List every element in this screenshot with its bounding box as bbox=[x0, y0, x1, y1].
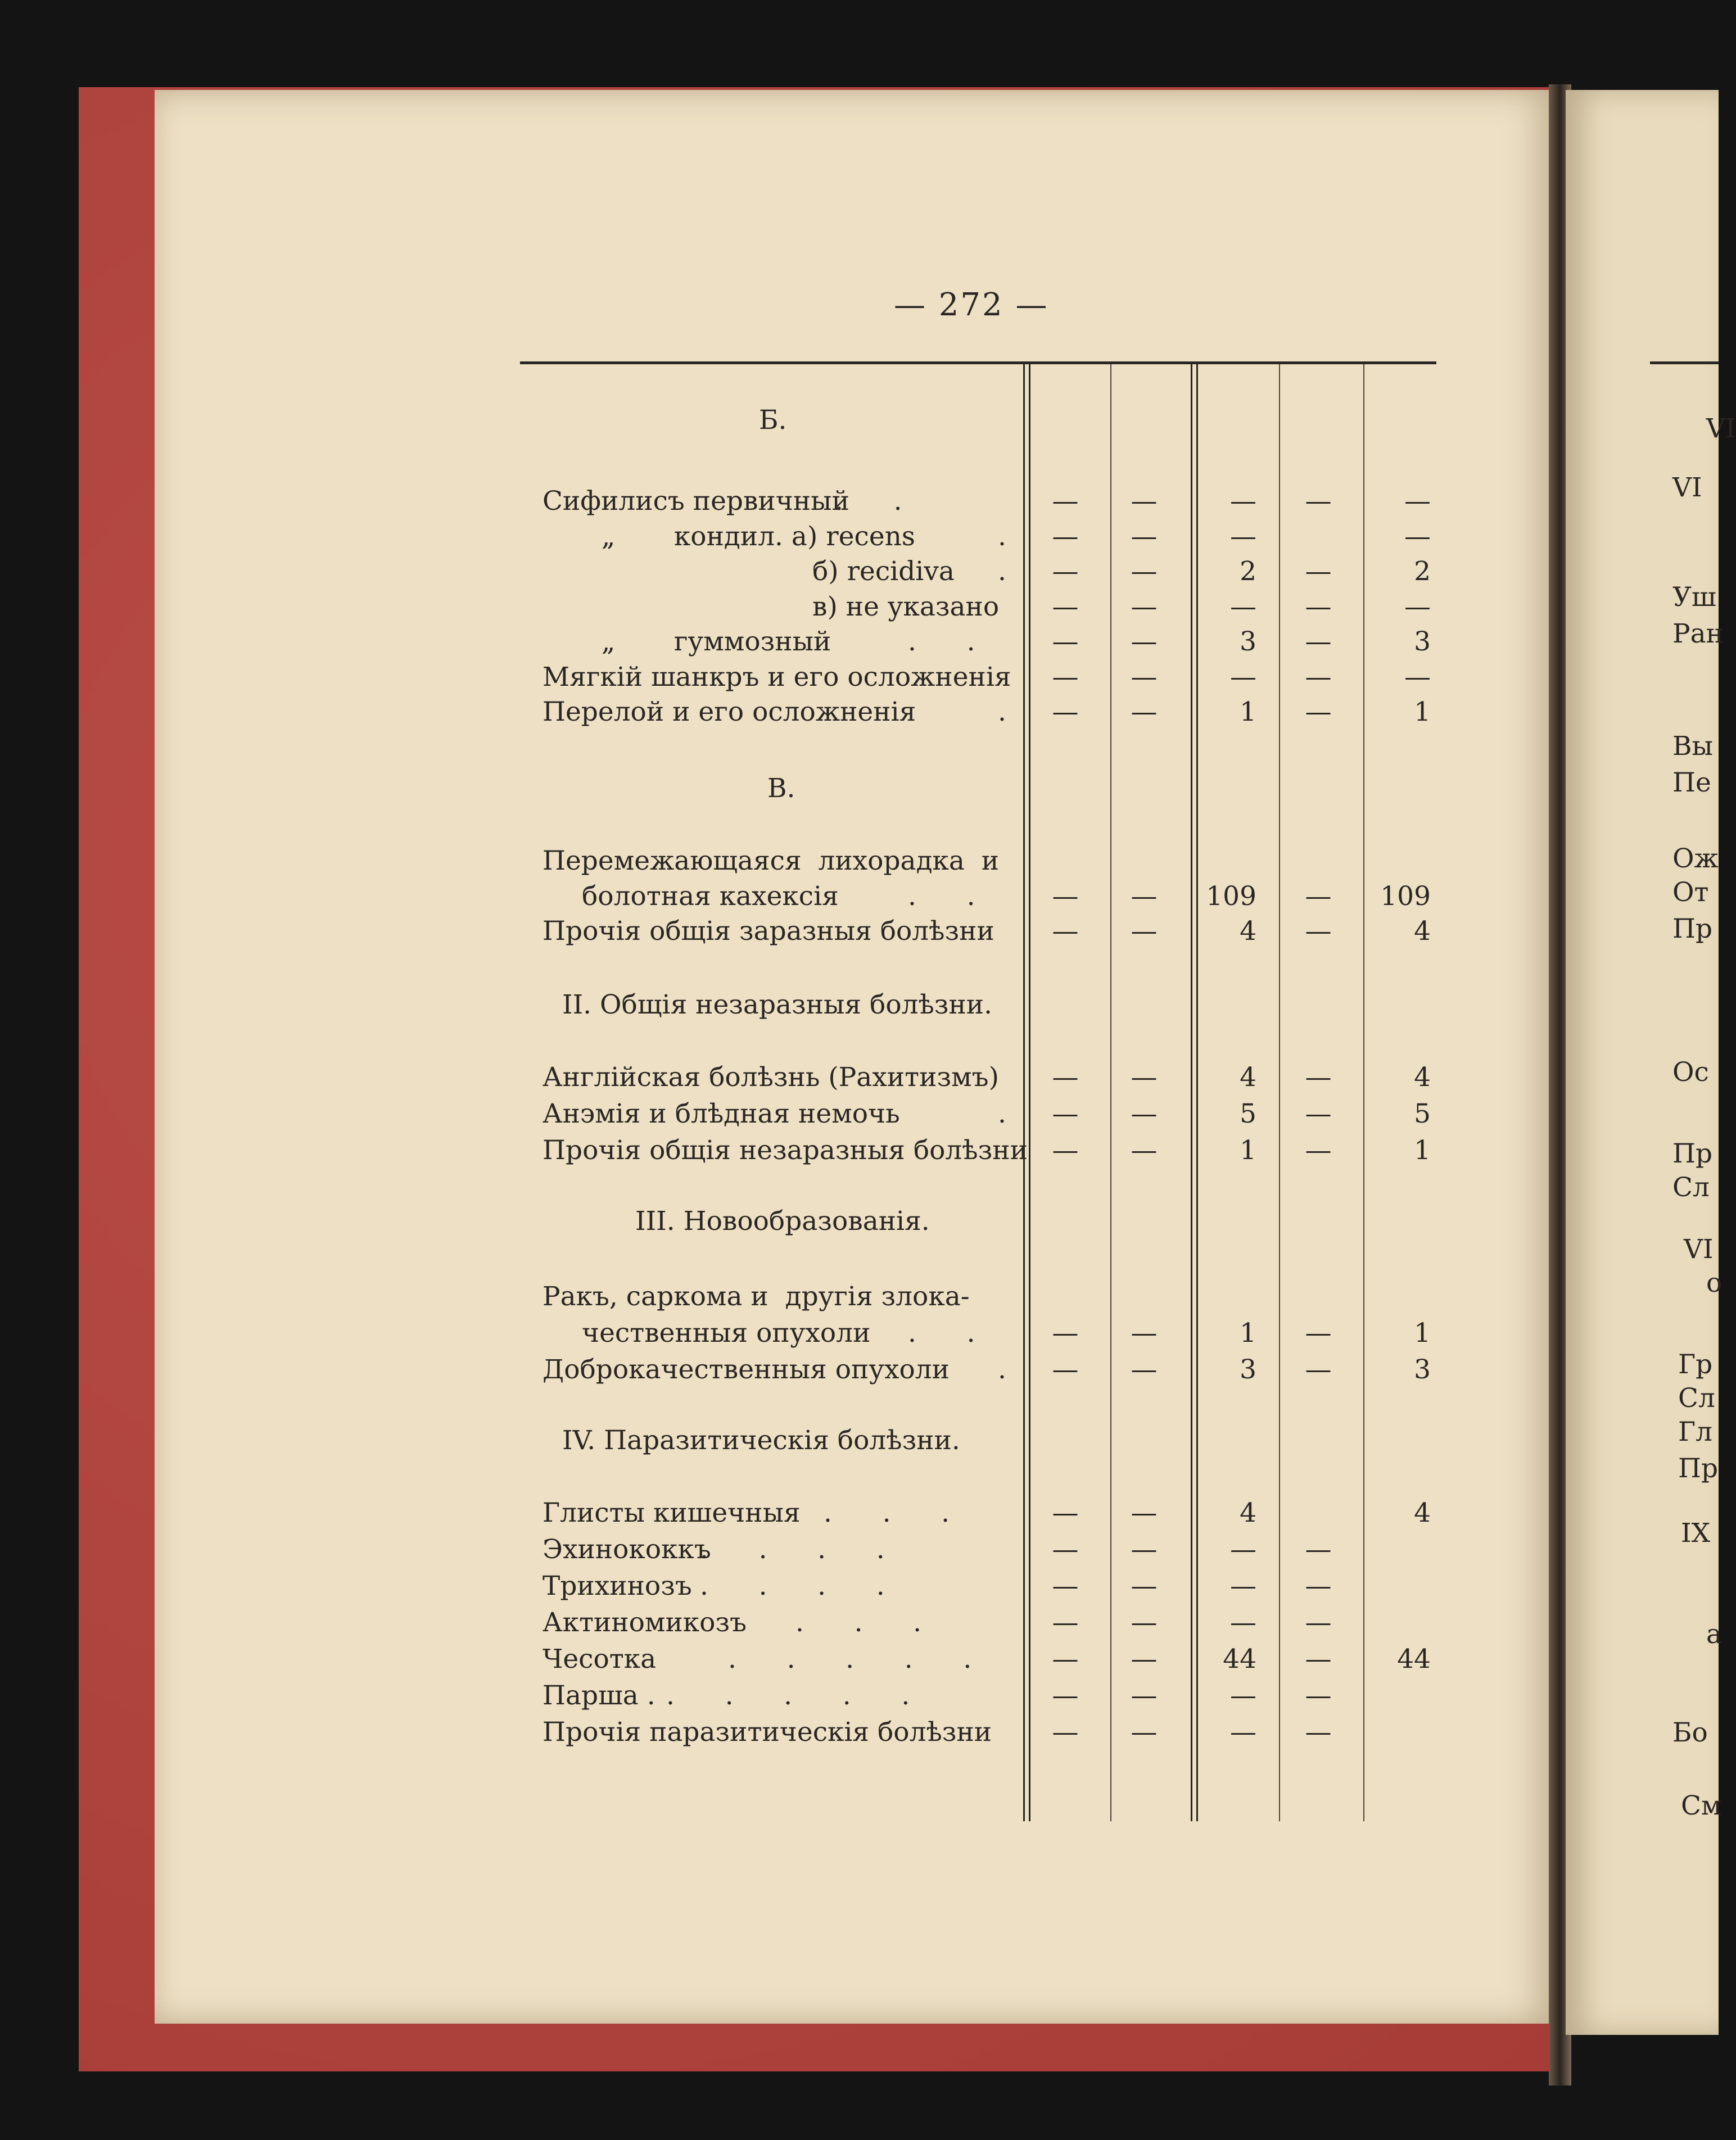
table-top-rule bbox=[520, 361, 1436, 364]
table-row bbox=[542, 1279, 1442, 1315]
cell-c2: — bbox=[1131, 1571, 1158, 1601]
leader-dots: . bbox=[998, 521, 1006, 552]
cell-c2: — bbox=[1131, 916, 1158, 947]
row-label: Мягкій шанкръ и его осложненія bbox=[542, 662, 1011, 693]
row-label: „ гуммозный bbox=[602, 626, 831, 657]
cell-c3: — bbox=[1230, 1717, 1256, 1748]
cell-c3: — bbox=[1230, 662, 1256, 693]
right-page-fragment: VI bbox=[1706, 413, 1736, 444]
cell-c1: — bbox=[1052, 881, 1079, 912]
cell-c3: 4 bbox=[1240, 1062, 1256, 1093]
cell-c5: 4 bbox=[1414, 916, 1431, 947]
cell-c4: — bbox=[1305, 662, 1332, 693]
right-page-fragment: Сл bbox=[1678, 1383, 1715, 1414]
section-heading-b: Б. bbox=[759, 405, 787, 436]
leader-dots: . bbox=[998, 1098, 1006, 1129]
cell-c3: 1 bbox=[1240, 1318, 1256, 1349]
cell-c2: — bbox=[1131, 1062, 1158, 1093]
cell-c2: — bbox=[1131, 591, 1158, 622]
row-label: Доброкачественныя опухоли bbox=[542, 1354, 950, 1385]
cell-c1: — bbox=[1052, 1354, 1079, 1385]
row-label: Сифилисъ первичный bbox=[542, 486, 849, 517]
cell-c3: — bbox=[1230, 486, 1256, 517]
cell-c4: — bbox=[1305, 696, 1332, 727]
cell-c4: — bbox=[1305, 1680, 1332, 1711]
cell-c1: — bbox=[1052, 1062, 1079, 1093]
cell-c1: — bbox=[1052, 626, 1079, 657]
cell-c3: — bbox=[1230, 521, 1256, 552]
cell-c5: 4 bbox=[1414, 1497, 1431, 1528]
cell-c5: 1 bbox=[1414, 1318, 1431, 1349]
row-label: Актиномикозъ bbox=[542, 1607, 747, 1638]
right-page-fragment: Ос bbox=[1672, 1057, 1709, 1088]
row-label: б) recidiva bbox=[812, 556, 955, 587]
cell-c1: — bbox=[1052, 1680, 1079, 1711]
right-page-fragment: VI bbox=[1684, 1234, 1714, 1265]
cell-c3: — bbox=[1230, 1534, 1256, 1565]
cell-c1: — bbox=[1052, 1497, 1079, 1528]
right-page-fragment: Пр bbox=[1678, 1453, 1719, 1484]
table-row bbox=[542, 519, 1442, 555]
page-number: — 272 — bbox=[894, 287, 1049, 323]
cell-c1: — bbox=[1052, 1607, 1079, 1638]
cell-c3: 2 bbox=[1240, 556, 1256, 587]
cell-c2: — bbox=[1131, 1098, 1158, 1129]
cell-c3: — bbox=[1230, 1680, 1256, 1711]
cell-c1: — bbox=[1052, 1571, 1079, 1601]
cell-c1: — bbox=[1052, 662, 1079, 693]
cell-c2: — bbox=[1131, 1534, 1158, 1565]
leader-dots: . . . bbox=[824, 1497, 950, 1528]
cell-c2: — bbox=[1131, 881, 1158, 912]
row-label: Перелой и его осложненія bbox=[542, 696, 916, 727]
right-page-fragment: VI bbox=[1672, 472, 1702, 503]
cell-c2: — bbox=[1131, 1644, 1158, 1675]
cell-c2: — bbox=[1131, 626, 1158, 657]
cell-c5: 5 bbox=[1414, 1098, 1431, 1129]
leader-dots: . . bbox=[908, 1318, 975, 1349]
cell-c1: — bbox=[1052, 916, 1079, 947]
cell-c1: — bbox=[1052, 1717, 1079, 1748]
table-row bbox=[542, 589, 1442, 625]
row-label: в) не указано bbox=[812, 591, 1000, 622]
cell-c1: — bbox=[1052, 1318, 1079, 1349]
cell-c2: — bbox=[1131, 521, 1158, 552]
table-row bbox=[542, 1133, 1442, 1169]
cell-c2: — bbox=[1131, 1318, 1158, 1349]
cell-c5: — bbox=[1404, 591, 1431, 622]
right-page-fragment: IX bbox=[1681, 1518, 1711, 1549]
right-page-fragment: Уш bbox=[1672, 582, 1716, 613]
row-label: болотная кахексія bbox=[582, 881, 839, 912]
cell-c5: 44 bbox=[1397, 1644, 1431, 1675]
cell-c4: — bbox=[1305, 1135, 1332, 1166]
cell-c5: 1 bbox=[1414, 696, 1431, 727]
cell-c4: — bbox=[1305, 1062, 1332, 1093]
leader-dots: . . . . . bbox=[666, 1680, 910, 1711]
leader-dots: . . bbox=[835, 486, 902, 517]
cell-c4: — bbox=[1305, 626, 1332, 657]
cell-c4: — bbox=[1305, 556, 1332, 587]
leader-dots: . . . bbox=[795, 1607, 922, 1638]
cell-c5: 2 bbox=[1414, 556, 1431, 587]
cell-c3: — bbox=[1230, 1571, 1256, 1601]
row-label: „ кондил. а) recens bbox=[602, 521, 916, 552]
cell-c5: 3 bbox=[1414, 626, 1431, 657]
cell-c4: — bbox=[1305, 1717, 1332, 1748]
cell-c2: — bbox=[1131, 1680, 1158, 1711]
right-page-fragment: о bbox=[1706, 1268, 1723, 1299]
cell-c4: — bbox=[1305, 1354, 1332, 1385]
row-label: Перемежающаяся лихорадка и bbox=[542, 845, 1000, 876]
cell-c1: — bbox=[1052, 1098, 1079, 1129]
cell-c4: — bbox=[1305, 881, 1332, 912]
cell-c5: 109 bbox=[1380, 881, 1431, 912]
right-page-fragment: См bbox=[1681, 1790, 1722, 1821]
table-row bbox=[542, 843, 1442, 879]
row-label: чественныя опухоли bbox=[582, 1318, 871, 1349]
cell-c2: — bbox=[1131, 1497, 1158, 1528]
right-page-fragment: Пр bbox=[1672, 913, 1713, 944]
right-page-fragment: Гр bbox=[1678, 1349, 1713, 1380]
table-row bbox=[542, 1641, 1442, 1677]
leader-dots: . bbox=[998, 556, 1006, 587]
cell-c5: — bbox=[1404, 521, 1431, 552]
cell-c4: — bbox=[1305, 1607, 1332, 1638]
table-row bbox=[542, 1315, 1442, 1351]
cell-c4: — bbox=[1305, 916, 1332, 947]
cell-c5: 4 bbox=[1414, 1062, 1431, 1093]
cell-c5: 1 bbox=[1414, 1135, 1431, 1166]
right-page-fragment: От bbox=[1672, 877, 1709, 908]
cell-c3: 109 bbox=[1206, 881, 1256, 912]
cell-c2: — bbox=[1131, 1717, 1158, 1748]
cell-c3: 4 bbox=[1240, 916, 1256, 947]
section-heading-iv: IV. Паразитическія болѣзни. bbox=[562, 1425, 960, 1456]
cell-c2: — bbox=[1131, 1607, 1158, 1638]
section-heading-ii: II. Общія незаразныя болѣзни. bbox=[562, 989, 993, 1020]
cell-c2: — bbox=[1131, 486, 1158, 517]
row-label: Прочія общія заразныя болѣзни bbox=[542, 916, 994, 947]
leader-dots: . bbox=[998, 1354, 1006, 1385]
cell-c4: — bbox=[1305, 1534, 1332, 1565]
row-label: Трихинозъ bbox=[542, 1571, 692, 1601]
row-label: Глисты кишечныя bbox=[542, 1497, 801, 1528]
table-row bbox=[542, 1714, 1442, 1750]
cell-c5: 3 bbox=[1414, 1354, 1431, 1385]
right-page-fragment: Бо bbox=[1672, 1717, 1708, 1748]
right-page-fragment: а bbox=[1706, 1619, 1723, 1650]
cell-c4: — bbox=[1305, 1098, 1332, 1129]
cell-c3: 1 bbox=[1240, 696, 1256, 727]
table-row bbox=[542, 1568, 1442, 1604]
section-heading-iii: III. Новообразованія. bbox=[635, 1206, 930, 1237]
cell-c3: — bbox=[1230, 1607, 1256, 1638]
cell-c4: — bbox=[1305, 1318, 1332, 1349]
table-row bbox=[542, 694, 1442, 730]
right-page-fragment: Пе bbox=[1672, 767, 1711, 798]
row-label: Чесотка bbox=[542, 1644, 657, 1675]
cell-c1: — bbox=[1052, 591, 1079, 622]
cell-c1: — bbox=[1052, 486, 1079, 517]
cell-c2: — bbox=[1131, 696, 1158, 727]
table-row bbox=[542, 1060, 1442, 1096]
cell-c1: — bbox=[1052, 1534, 1079, 1565]
cell-c1: — bbox=[1052, 696, 1079, 727]
row-label: Прочія паразитическія болѣзни bbox=[542, 1717, 992, 1748]
cell-c1: — bbox=[1052, 1644, 1079, 1675]
leader-dots: . . . . bbox=[700, 1534, 885, 1565]
cell-c3: 4 bbox=[1240, 1497, 1256, 1528]
cell-c2: — bbox=[1131, 556, 1158, 587]
cell-c1: — bbox=[1052, 521, 1079, 552]
cell-c4: — bbox=[1305, 591, 1332, 622]
cell-c4: — bbox=[1305, 1571, 1332, 1601]
row-label: Ракъ, саркома и другія злока- bbox=[542, 1281, 970, 1312]
table-row bbox=[542, 1495, 1442, 1531]
table-row bbox=[542, 659, 1442, 695]
cell-c3: 44 bbox=[1223, 1644, 1256, 1675]
cell-c2: — bbox=[1131, 1135, 1158, 1166]
table-row bbox=[542, 879, 1442, 915]
right-page-fragment: Ран bbox=[1672, 618, 1724, 649]
right-page-fragment: Гл bbox=[1678, 1417, 1712, 1447]
cell-c5: — bbox=[1404, 486, 1431, 517]
table-row bbox=[542, 483, 1442, 519]
cell-c3: 3 bbox=[1240, 1354, 1256, 1385]
row-label: Англійская болѣзнь (Рахитизмъ) bbox=[542, 1062, 999, 1093]
cell-c5: — bbox=[1404, 662, 1431, 693]
cell-c3: 3 bbox=[1240, 626, 1256, 657]
leader-dots: . . . . bbox=[700, 1571, 885, 1601]
table-row bbox=[542, 1605, 1442, 1641]
row-label: Парша . bbox=[542, 1680, 655, 1711]
cell-c2: — bbox=[1131, 1354, 1158, 1385]
cell-c3: 5 bbox=[1240, 1098, 1256, 1129]
table-row bbox=[542, 1352, 1442, 1388]
right-page-fragment: Вы bbox=[1672, 731, 1713, 762]
row-label: Анэмія и блѣдная немочь bbox=[542, 1098, 900, 1129]
cell-c2: — bbox=[1131, 662, 1158, 693]
cell-c1: — bbox=[1052, 556, 1079, 587]
right-page-fragment: Сл bbox=[1672, 1172, 1710, 1203]
leader-dots: . bbox=[998, 696, 1006, 727]
right-page-fragment: Ож bbox=[1672, 843, 1719, 874]
cell-c4: — bbox=[1305, 1644, 1332, 1675]
cell-c1: — bbox=[1052, 1135, 1079, 1166]
table-row bbox=[542, 913, 1442, 949]
cell-c4: — bbox=[1305, 486, 1332, 517]
cell-c3: 1 bbox=[1240, 1135, 1256, 1166]
right-page-fragment: Пр bbox=[1672, 1138, 1713, 1169]
leader-dots: . . bbox=[908, 626, 975, 657]
row-label: Прочія общія незаразныя болѣзни bbox=[542, 1135, 1028, 1166]
table-row bbox=[542, 1096, 1442, 1132]
leader-dots: . . bbox=[908, 881, 975, 912]
cell-c3: — bbox=[1230, 591, 1256, 622]
table-row bbox=[542, 1678, 1442, 1714]
leader-dots: . . . . . bbox=[728, 1644, 972, 1675]
table-row bbox=[542, 1532, 1442, 1568]
right-page-top-rule bbox=[1650, 361, 1719, 364]
table-row bbox=[542, 624, 1442, 660]
row-label: Эхинококкъ bbox=[542, 1534, 711, 1565]
table-row bbox=[542, 554, 1442, 590]
section-heading-v: В. bbox=[767, 773, 795, 804]
